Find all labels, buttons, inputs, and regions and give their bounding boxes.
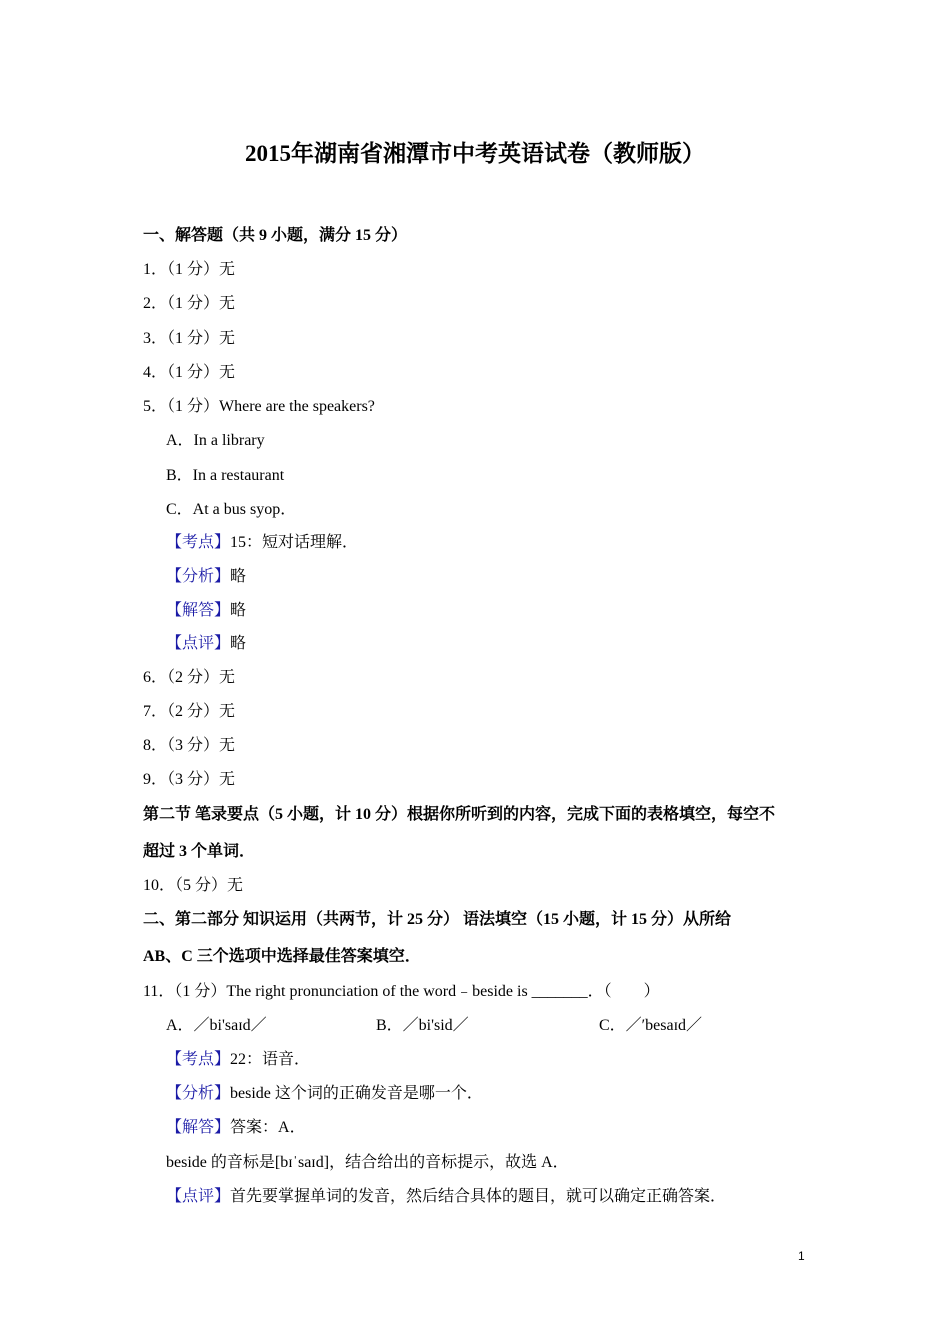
question-5-option-a: A．In a library (166, 432, 265, 449)
question-5-kaodian (166, 529, 358, 552)
question-5-option-c: C．At a bus syop． (166, 501, 297, 518)
question-1: 1．（1 分）无 (143, 261, 236, 278)
question-2: 2．（1 分）无 (143, 295, 236, 312)
question-11-option-b: B．／bi'sid／ (376, 1017, 469, 1034)
fenxi-tag: 【分析】 (166, 568, 231, 585)
question-11-fenxi (166, 1080, 483, 1103)
question-10: 10．（5 分）无 (143, 877, 244, 894)
question-11-jieda (166, 1114, 306, 1137)
question-11-stem: 11．（1 分）The right pronunciation of the word﹣beside is _______．（ ） (143, 983, 660, 1000)
dianping-text: 首先要掌握单词的发音，然后结合具体的题目，就可以确定正确答案． (230, 1188, 727, 1205)
question-11-option-c: C．／′besaɪd／ (599, 1017, 703, 1034)
page-number: 1 (798, 1249, 805, 1263)
question-5-fenxi (166, 563, 246, 586)
section-heading-3-line-2: AB、C 三个选项中选择最佳答案填空． (143, 948, 421, 965)
section-heading-3-line-1: 二、第二部分 知识运用（共两节，计 25 分） 语法填空（15 小题，计 15 分）从所给 (143, 911, 732, 928)
question-6: 6．（2 分）无 (143, 669, 236, 686)
question-11-option-a: A．／bi'saɪd／ (166, 1017, 267, 1034)
question-7: 7．（2 分）无 (143, 703, 236, 720)
page-title: 2015年湖南省湘潭市中考英语试卷（教师版） (245, 141, 705, 166)
question-5-jieda (166, 597, 246, 620)
question-8: 8．（3 分）无 (143, 737, 236, 754)
dianping-tag: 【点评】 (166, 1188, 231, 1205)
question-4: 4．（1 分）无 (143, 364, 236, 381)
jieda-text: 答案：A． (230, 1119, 306, 1136)
question-5-option-b: B．In a restaurant (166, 467, 285, 484)
fenxi-tag: 【分析】 (166, 1085, 231, 1102)
section-heading-2-line-2: 超过 3 个单词． (143, 843, 256, 860)
jieda-tag: 【解答】 (166, 1119, 231, 1136)
question-11-jieda-detail: beside 的音标是[bɪˈsaɪd]，结合给出的音标提示，故选 A． (166, 1154, 569, 1171)
fenxi-text: beside 这个词的正确发音是哪一个． (230, 1085, 483, 1102)
kaodian-tag: 【考点】 (166, 534, 231, 551)
kaodian-tag: 【考点】 (166, 1051, 231, 1068)
question-5-stem: 5．（1 分）Where are the speakers? (143, 398, 375, 415)
question-11-kaodian (166, 1046, 310, 1069)
question-5-dianping (166, 630, 246, 653)
question-3: 3．（1 分）无 (143, 330, 236, 347)
kaodian-text: 15：短对话理解． (230, 534, 359, 551)
section-heading-1: 一、解答题（共 9 小题，满分 15 分） (143, 227, 408, 244)
question-9: 9．（3 分）无 (143, 771, 236, 788)
section-heading-2-line-1: 第二节 笔录要点（5 小题，计 10 分）根据你所听到的内容，完成下面的表格填空，每空不 (143, 806, 776, 823)
fenxi-text: 略 (230, 568, 247, 585)
jieda-text: 略 (230, 602, 247, 619)
kaodian-text: 22：语音． (230, 1051, 311, 1068)
dianping-text: 略 (230, 635, 247, 652)
question-11-dianping (166, 1183, 726, 1206)
jieda-tag: 【解答】 (166, 602, 231, 619)
dianping-tag: 【点评】 (166, 635, 231, 652)
